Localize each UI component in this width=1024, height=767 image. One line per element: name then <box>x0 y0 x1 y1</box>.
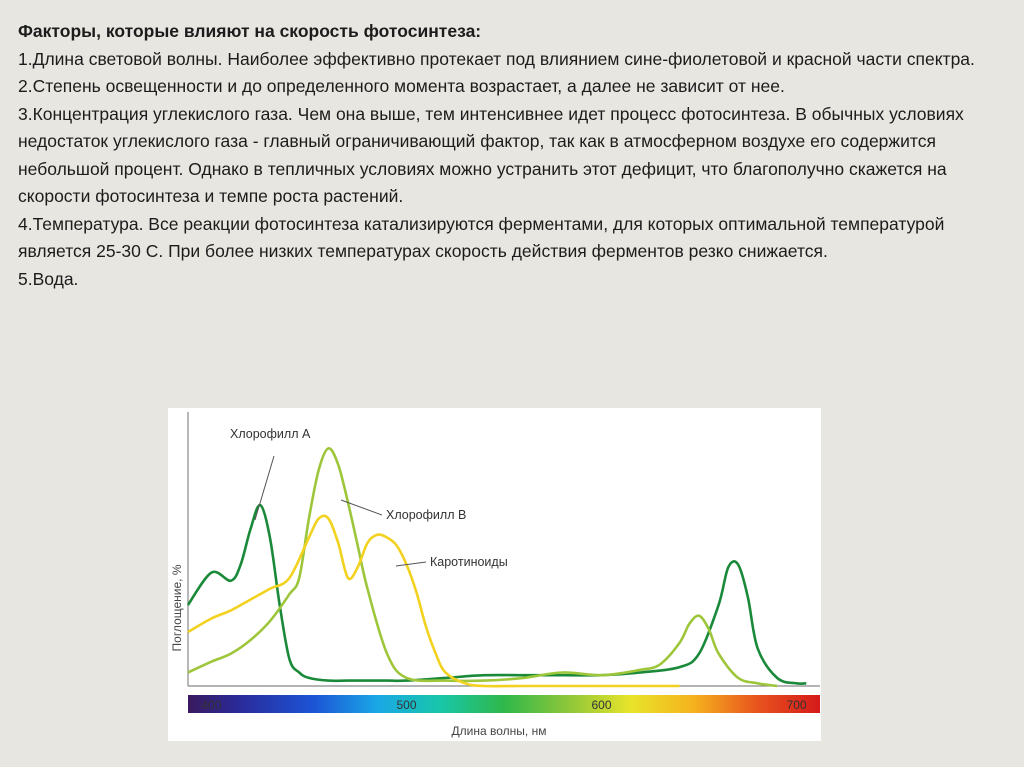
x-axis-label: Длина волны, нм <box>451 724 547 738</box>
x-tick-label: 600 <box>591 698 612 712</box>
spectrum-bar <box>188 695 820 713</box>
absorption-chart <box>168 408 821 741</box>
series-line-0 <box>188 505 806 684</box>
paragraph-temperature: 4.Температура. Все реакции фотосинтеза катализируются ферментами, для которых оптимальной температурой является 25-30 С. При более низких температурах скорость действия ферментов резко снижается. <box>18 213 945 261</box>
series-leader-line-2 <box>396 562 426 566</box>
series-line-2 <box>188 516 680 686</box>
y-axis-label: Поглощение, % <box>170 564 184 652</box>
series-label-1: Хлорофилл В <box>386 508 467 522</box>
paragraph-co2: 3.Концентрация углекислого газа. Чем она выше, тем интенсивнее идет процесс фотосинтеза. В обычных условиях недостаток углекислого газа - главный ограничивающий фактор, так как в атмосферном воздухе его содержится небольшой процент. Однако в тепличных условиях можно устранить этот дефицит, что благополучно скажется на скорости фотосинтеза и темпе роста растений. <box>18 103 964 206</box>
slide-text <box>18 18 1008 293</box>
x-tick-label: 400 <box>201 698 222 712</box>
series-leader-line-1 <box>341 500 382 515</box>
series-label-2: Каротиноиды <box>430 555 508 569</box>
absorption-spectrum-figure <box>168 408 821 741</box>
x-tick-label: 700 <box>786 698 807 712</box>
paragraph-illumination: 2.Степень освещенности и до определенного момента возрастает, а далее не зависит от нее. <box>18 76 785 96</box>
paragraph-wavelength: 1.Длина световой волны. Наиболее эффективно протекает под влиянием сине-фиолетовой и красной части спектра. <box>18 48 975 69</box>
x-tick-label: 500 <box>396 698 417 712</box>
slide-heading: Факторы, которые влияют на скорость фотосинтеза: <box>18 21 482 41</box>
paragraph-water: 5.Вода. <box>18 268 79 289</box>
series-label-0: Хлорофилл А <box>230 427 311 441</box>
